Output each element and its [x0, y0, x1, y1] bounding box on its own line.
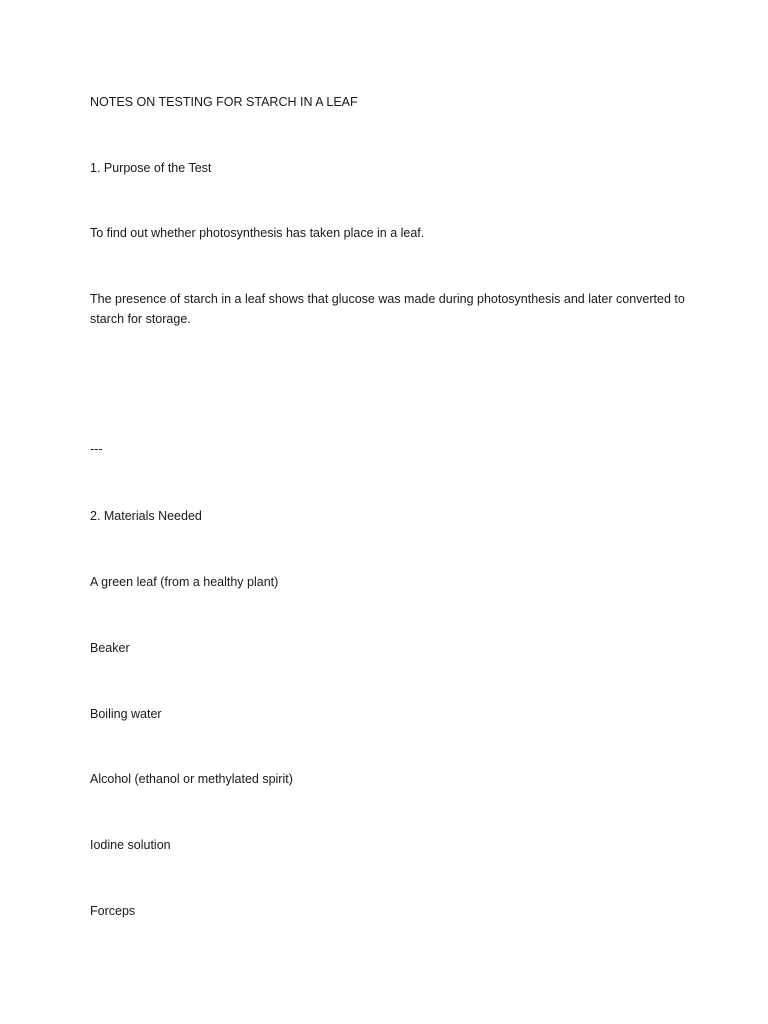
material-item: Boiling water: [90, 707, 162, 721]
section-separator: ---: [90, 442, 103, 456]
material-item: A green leaf (from a healthy plant): [90, 575, 279, 589]
document-title: NOTES ON TESTING FOR STARCH IN A LEAF: [90, 95, 358, 109]
material-item: Iodine solution: [90, 838, 171, 852]
material-item: Beaker: [90, 641, 130, 655]
starch-presence-paragraph: The presence of starch in a leaf shows that glucose was made during photosynthesis and later converted to starch for storage.: [90, 292, 685, 326]
material-item: Alcohol (ethanol or methylated spirit): [90, 772, 293, 786]
section-heading-materials: 2. Materials Needed: [90, 509, 202, 523]
purpose-paragraph: To find out whether photosynthesis has taken place in a leaf.: [90, 226, 425, 240]
section-heading-purpose: 1. Purpose of the Test: [90, 161, 212, 175]
material-item: Forceps: [90, 904, 136, 918]
